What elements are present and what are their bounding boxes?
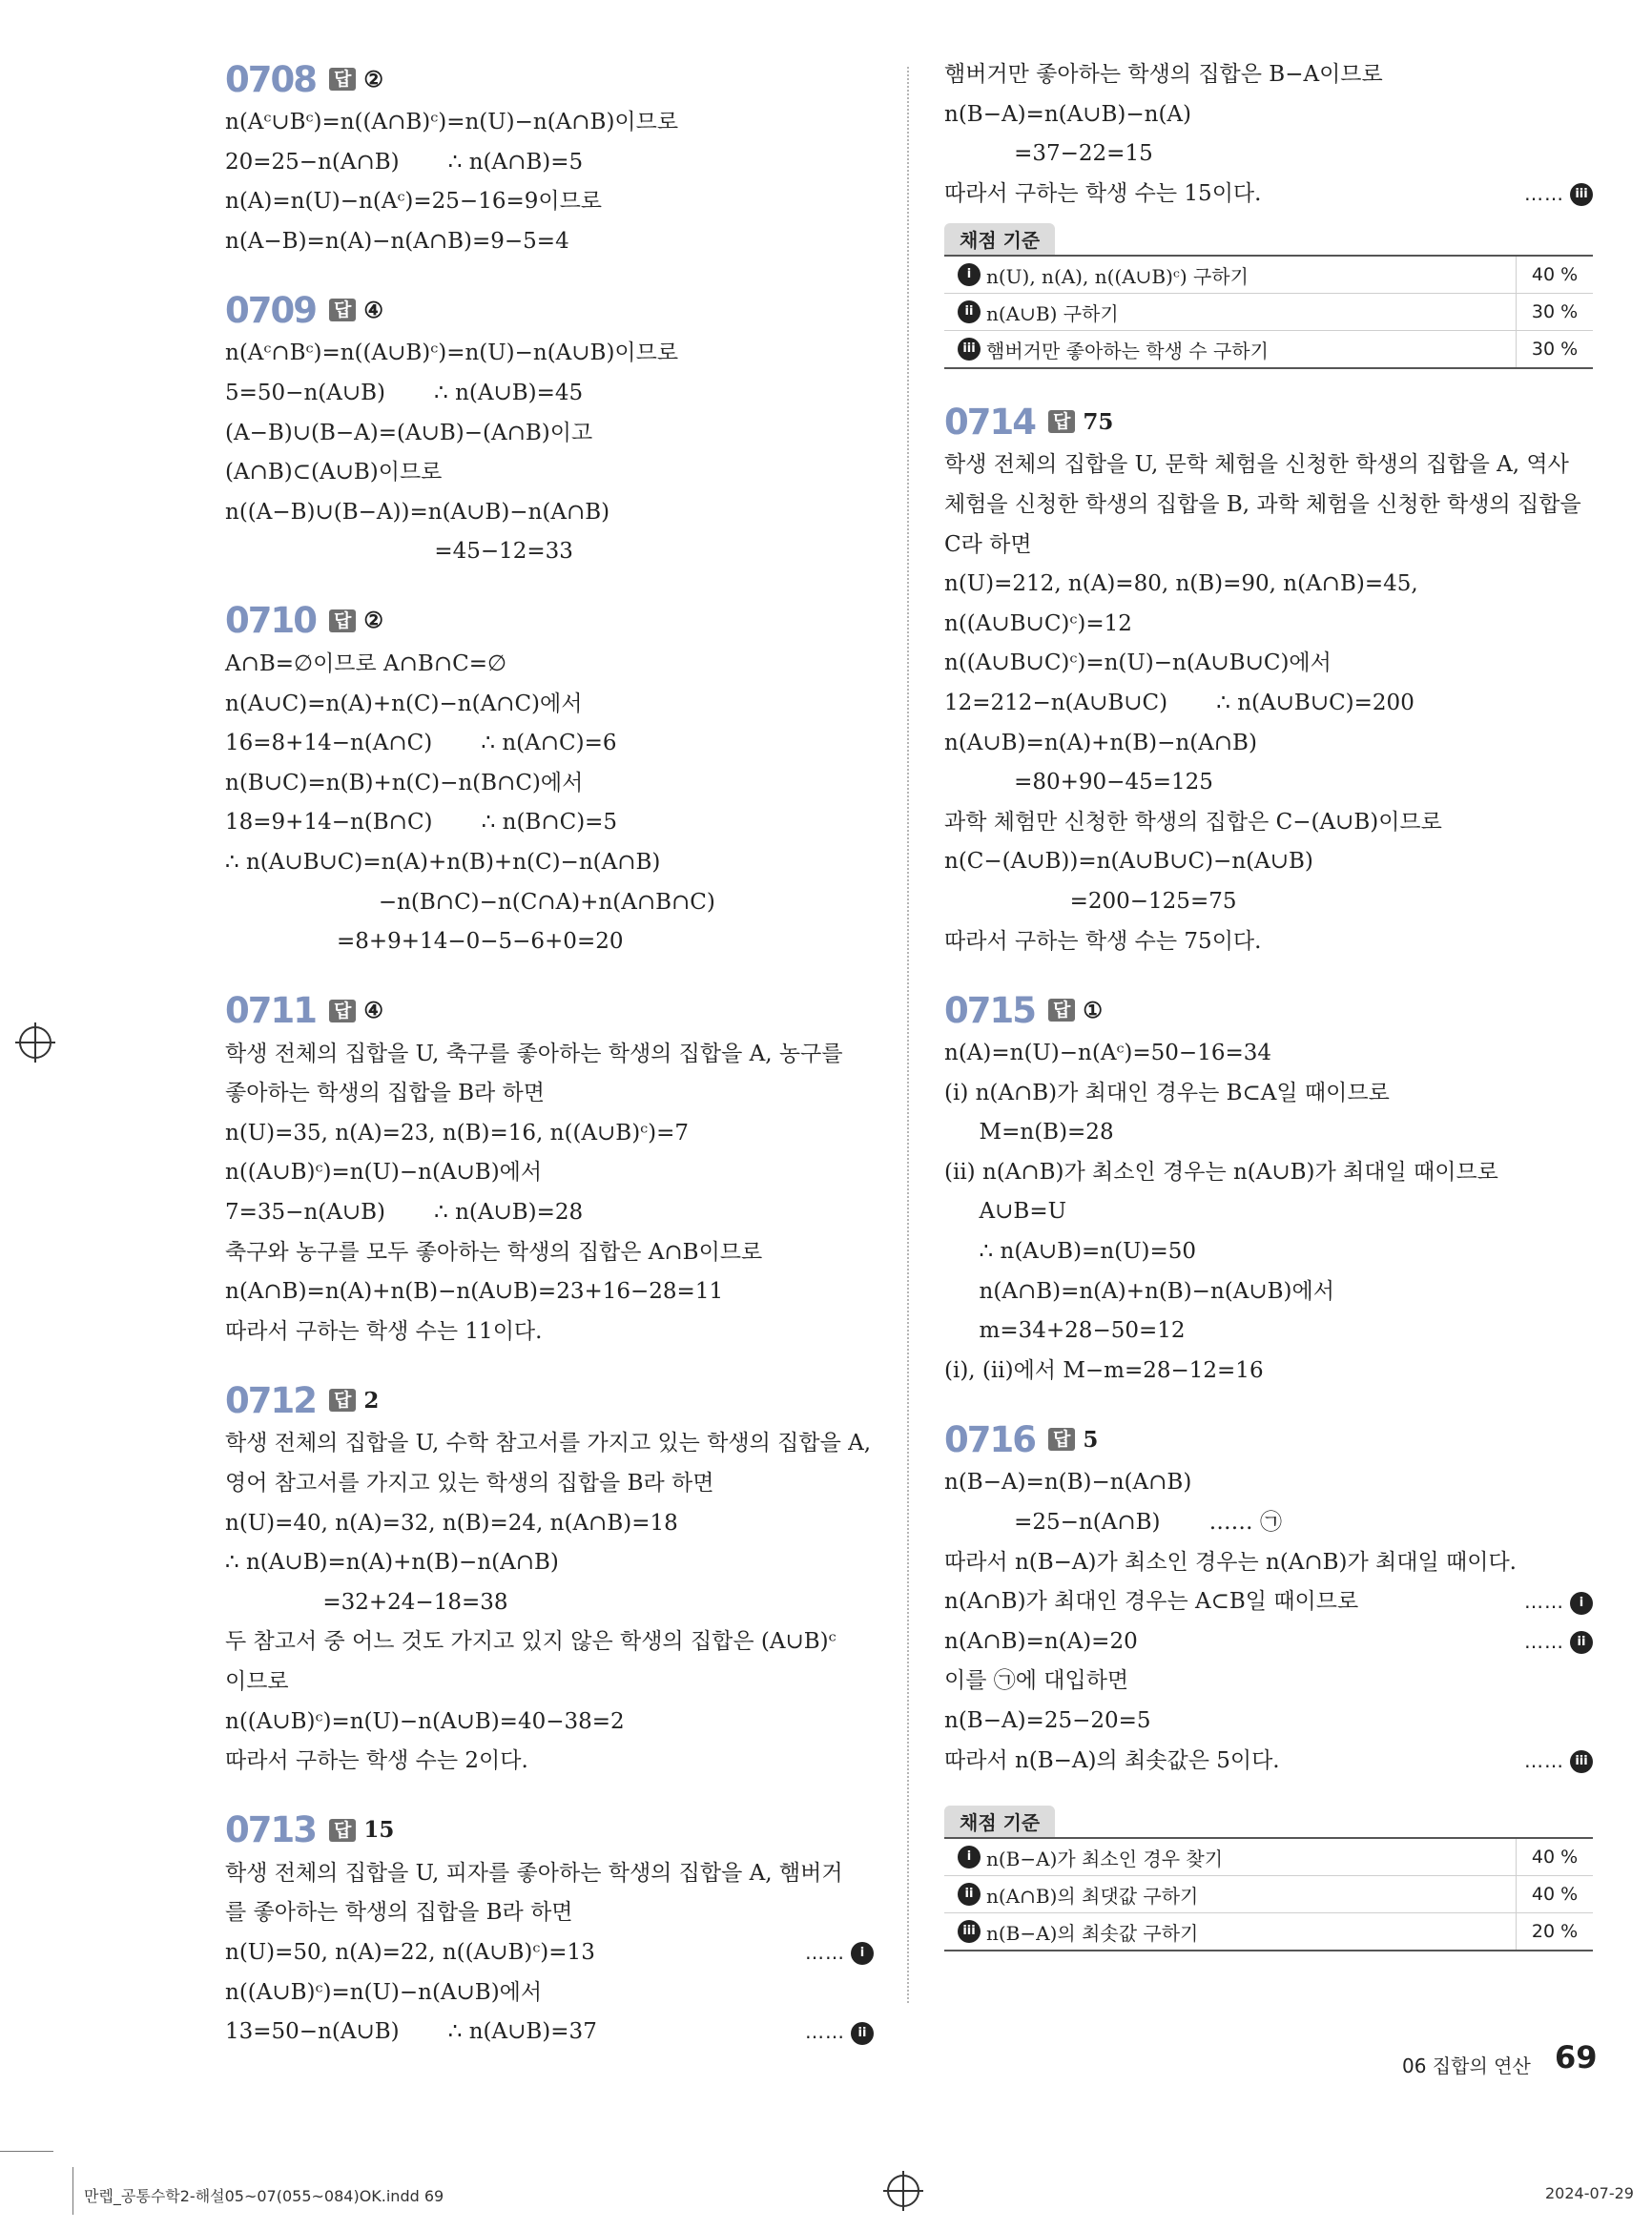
problem-number: 0710 xyxy=(225,600,316,642)
answer-badge: 답 xyxy=(329,299,356,321)
step-dots: …… xyxy=(805,2020,845,2044)
criteria-text-cell xyxy=(944,336,1516,363)
criteria-title: 채점 기준 xyxy=(944,223,1055,255)
solution-line: (A∩B)⊂(A∪B)이므로 xyxy=(225,460,443,485)
step-number-icon: ii xyxy=(851,2022,874,2045)
criteria-row xyxy=(944,1876,1593,1913)
step-dots: …… xyxy=(1524,1590,1564,1614)
problem-header xyxy=(225,1807,874,1854)
solution-line: 13=50−n(A∪B) ∴ n(A∪B)=37 …… ii xyxy=(225,2013,874,2053)
criteria-percent: 20 % xyxy=(1516,1913,1593,1950)
problem-0711 xyxy=(225,987,874,1352)
grading-criteria-0713 xyxy=(944,223,1593,369)
step-number-icon: i xyxy=(851,1942,874,1965)
solution-line: n(B−A)=n(B)−n(A∩B) xyxy=(944,1470,1192,1496)
solution-line: ∴ n(A∪B∪C)=n(A)+n(B)+n(C)−n(A∩B) xyxy=(225,849,661,875)
step-number-icon: i xyxy=(958,263,981,286)
registration-mark-icon xyxy=(887,2175,919,2207)
column-divider xyxy=(907,67,909,2003)
solution-line: 12=212−n(A∪B∪C) ∴ n(A∪B∪C)=200 xyxy=(944,690,1415,715)
problem-0713-continued xyxy=(944,55,1593,214)
solution-line: =80+90−45=125 xyxy=(944,770,1213,795)
solution-line: 를 좋아하는 학생의 집합을 B라 하면 xyxy=(225,1900,573,1926)
problem-header xyxy=(225,597,874,645)
criteria-text-cell xyxy=(944,1881,1516,1909)
solution-line: 과학 체험만 신청한 학생의 집합은 C−(A∪B)이므로 xyxy=(944,809,1442,835)
solution-line: =37−22=15 xyxy=(944,141,1153,167)
answer-badge: 답 xyxy=(1048,999,1075,1022)
problem-0713 xyxy=(225,1807,874,2053)
solution-line: n(Aᶜ∪Bᶜ)=n((A∩B)ᶜ)=n(U)−n(A∩B)이므로 xyxy=(225,110,679,134)
solution-line: n(B−A)=n(A∪B)−n(A) xyxy=(944,101,1191,127)
solution-line: n(C−(A∪B))=n(A∪B∪C)−n(A∪B) xyxy=(944,849,1313,875)
problem-0709 xyxy=(225,286,874,572)
problem-number: 0709 xyxy=(225,289,316,331)
problem-header xyxy=(944,1415,1593,1463)
answer-value: 75 xyxy=(1083,408,1114,435)
problem-0714 xyxy=(944,398,1593,961)
step-number-icon: ii xyxy=(1570,1631,1593,1654)
solution-line: n(A∪C)=n(A)+n(C)−n(A∩C)에서 xyxy=(225,691,583,716)
solution-line: n(A∪B)=n(A)+n(B)−n(A∩B) xyxy=(944,730,1257,755)
answer-value: ④ xyxy=(363,297,383,323)
answer-value: 5 xyxy=(1083,1426,1099,1453)
solution-line: n(A)=n(U)−n(Aᶜ)=50−16=34 xyxy=(944,1041,1272,1066)
solution-line: n(U)=50, n(A)=22, n((A∪B)ᶜ)=13 …… i xyxy=(225,1933,874,1973)
solution-line: 좋아하는 학생의 집합을 B라 하면 xyxy=(225,1081,545,1106)
solution-line: 따라서 구하는 학생 수는 11이다. xyxy=(225,1318,543,1344)
problem-0716 xyxy=(944,1415,1593,1781)
answer-badge: 답 xyxy=(1048,410,1075,433)
criteria-percent: 30 % xyxy=(1516,294,1593,330)
step-number-icon: iii xyxy=(958,1920,981,1943)
step-dots: …… xyxy=(1524,1748,1564,1772)
problem-header xyxy=(225,987,874,1035)
criteria-percent: 40 % xyxy=(1516,257,1593,293)
criteria-text-cell xyxy=(944,1918,1516,1946)
solution-line: n((A∪B)ᶜ)=n(U)−n(A∪B)=40−38=2 xyxy=(225,1708,625,1734)
solution-line: n(U)=35, n(A)=23, n(B)=16, n((A∪B)ᶜ)=7 xyxy=(225,1120,690,1146)
solution-line: 따라서 n(B−A)가 최소인 경우는 n(A∩B)가 최대일 때이다. xyxy=(944,1549,1517,1575)
solution-line: 따라서 n(B−A)의 최솟값은 5이다. …… iii xyxy=(944,1742,1593,1782)
answer-badge: 답 xyxy=(329,1000,356,1022)
criteria-row xyxy=(944,1913,1593,1950)
solution-line: n((A−B)∪(B−A))=n(A∪B)−n(A∩B) xyxy=(225,499,610,525)
solution-line: 16=8+14−n(A∩C) ∴ n(A∩C)=6 xyxy=(225,731,617,756)
answer-value: ① xyxy=(1083,997,1103,1023)
solution-line: =200−125=75 xyxy=(944,888,1237,914)
print-slug-date: 2024-07-29 xyxy=(1545,2184,1634,2202)
criteria-text: 햄버거만 좋아하는 학생 수 구하기 xyxy=(986,339,1269,362)
solution-line: 따라서 구하는 학생 수는 2이다. xyxy=(225,1748,528,1774)
solution-line: n(A∩B)=n(A)+n(B)−n(A∪B)=23+16−28=11 xyxy=(225,1279,724,1305)
solution-line: =32+24−18=38 xyxy=(225,1589,508,1615)
solution-line: 학생 전체의 집합을 U, 피자를 좋아하는 학생의 집합을 A, 햄버거 xyxy=(225,1860,843,1886)
problem-number: 0715 xyxy=(944,989,1035,1031)
criteria-row xyxy=(944,294,1593,331)
problem-header xyxy=(225,1376,874,1424)
answer-badge: 답 xyxy=(329,68,356,91)
criteria-text-cell xyxy=(944,1844,1516,1871)
solution-line: A∩B=∅이므로 A∩B∩C=∅ xyxy=(225,650,507,676)
right-problems xyxy=(944,398,1593,1781)
criteria-text-cell xyxy=(944,299,1516,326)
problem-number: 0711 xyxy=(225,990,316,1032)
criteria-percent: 30 % xyxy=(1516,331,1593,367)
solution-line: 축구와 농구를 모두 좋아하는 학생의 집합은 A∩B이므로 xyxy=(225,1239,763,1265)
step-marker xyxy=(805,1933,874,1973)
solution-line: 이를 ㉠에 대입하면 xyxy=(944,1668,1129,1694)
solution-line: =45−12=33 xyxy=(225,539,573,565)
criteria-percent: 40 % xyxy=(1516,1839,1593,1875)
step-dots: …… xyxy=(1524,181,1564,205)
solution-line: M=n(B)=28 xyxy=(944,1120,1114,1146)
criteria-text: n(B−A)의 최솟값 구하기 xyxy=(986,1921,1199,1945)
problem-number: 0713 xyxy=(225,1809,316,1851)
step-number-icon: ii xyxy=(958,300,981,323)
solution-line: 따라서 구하는 학생 수는 75이다. xyxy=(944,928,1262,954)
solution-line: 7=35−n(A∪B) ∴ n(A∪B)=28 xyxy=(225,1200,584,1226)
solution-line: n(A∩B)가 최대인 경우는 A⊂B일 때이므로 xyxy=(944,1589,1359,1615)
solution-line: 따라서 구하는 학생 수는 15이다. …… iii xyxy=(944,175,1593,215)
answer-badge: 답 xyxy=(1048,1428,1075,1451)
problem-0708 xyxy=(225,55,874,261)
solution-line: (ⅰ) n(A∩B)가 최대인 경우는 B⊂A일 때이므로 xyxy=(944,1080,1390,1105)
solution-line: n((A∪B)ᶜ)=n(U)−n(A∪B)에서 xyxy=(225,1979,543,2005)
solution-line: n(U)=40, n(A)=32, n(B)=24, n(A∩B)=18 xyxy=(225,1510,678,1536)
solution-line: −n(B∩C)−n(C∩A)+n(A∩B∩C) xyxy=(225,889,715,915)
crop-mark xyxy=(72,2167,73,2215)
answer-value: 2 xyxy=(363,1387,380,1414)
solution-line: 영어 참고서를 가지고 있는 학생의 집합을 B라 하면 xyxy=(225,1471,714,1497)
criteria-table xyxy=(944,1837,1593,1951)
solution-line: 학생 전체의 집합을 U, 수학 참고서를 가지고 있는 학생의 집합을 A, xyxy=(225,1431,872,1456)
criteria-row xyxy=(944,1839,1593,1876)
solution-line: 학생 전체의 집합을 U, 문학 체험을 신청한 학생의 집합을 A, 역사 xyxy=(944,452,1569,478)
answer-value: ② xyxy=(363,608,383,634)
solution-line: n(B∪C)=n(B)+n(C)−n(B∩C)에서 xyxy=(225,770,584,795)
solution-line: n(Aᶜ∩Bᶜ)=n((A∪B)ᶜ)=n(U)−n(A∪B)이므로 xyxy=(225,341,679,366)
solution-line: n(A−B)=n(A)−n(A∩B)=9−5=4 xyxy=(225,228,569,254)
solution-line: 햄버거만 좋아하는 학생의 집합은 B−A이므로 xyxy=(944,62,1383,87)
page-number: 69 xyxy=(1555,2039,1598,2075)
solution-line: A∪B=U xyxy=(944,1199,1066,1225)
solution-line: n((A∪B∪C)ᶜ)=n(U)−n(A∪B∪C)에서 xyxy=(944,650,1332,676)
problem-header xyxy=(225,286,874,334)
chapter-label: 06 집합의 연산 xyxy=(1402,2054,1531,2077)
solution-line: =25−n(A∩B) …… ㉠ xyxy=(944,1510,1282,1536)
answer-badge: 답 xyxy=(329,1819,356,1842)
problem-number: 0716 xyxy=(944,1418,1035,1460)
step-dots: …… xyxy=(805,1940,845,1964)
step-number-icon: iii xyxy=(1570,183,1593,206)
step-marker xyxy=(1524,175,1593,215)
solution-line: (ⅱ) n(A∩B)가 최소인 경우는 n(A∪B)가 최대일 때이므로 xyxy=(944,1159,1498,1185)
solution-line: n(A)=n(U)−n(Aᶜ)=25−16=9이므로 xyxy=(225,189,603,215)
criteria-title: 채점 기준 xyxy=(944,1806,1055,1837)
solution-line: m=34+28−50=12 xyxy=(944,1318,1186,1344)
criteria-text: n(B−A)가 최소인 경우 찾기 xyxy=(986,1847,1224,1870)
problem-header xyxy=(944,986,1593,1034)
registration-mark-icon xyxy=(19,1026,52,1059)
solution-line: 체험을 신청한 학생의 집합을 B, 과학 체험을 신청한 학생의 집합을 xyxy=(944,491,1581,517)
right-column xyxy=(944,55,1593,1980)
answer-value: ② xyxy=(363,66,383,93)
solution-line: 18=9+14−n(B∩C) ∴ n(B∩C)=5 xyxy=(225,810,618,836)
solution-line: (ⅰ), (ⅱ)에서 M−m=28−12=16 xyxy=(944,1357,1264,1383)
solution-line: 이므로 xyxy=(225,1669,289,1694)
solution-line: ∴ n(A∪B)=n(U)=50 xyxy=(944,1239,1196,1265)
left-column xyxy=(225,55,874,2077)
step-dots: …… xyxy=(1524,1629,1564,1653)
step-number-icon: iii xyxy=(1570,1750,1593,1773)
solution-line: ∴ n(A∪B)=n(A)+n(B)−n(A∩B) xyxy=(225,1550,559,1576)
step-marker xyxy=(1524,1622,1593,1662)
solution-line: 20=25−n(A∩B) ∴ n(A∩B)=5 xyxy=(225,149,584,175)
solution-line: n(U)=212, n(A)=80, n(B)=90, n(A∩B)=45, xyxy=(944,571,1418,597)
criteria-text-cell xyxy=(944,261,1516,289)
problem-number: 0712 xyxy=(225,1379,316,1421)
solution-line: n(A∩B)=n(A)+n(B)−n(A∪B)에서 xyxy=(944,1278,1334,1304)
answer-badge: 답 xyxy=(329,1389,356,1412)
criteria-text: n(U), n(A), n((A∪B)ᶜ) 구하기 xyxy=(986,264,1249,288)
step-marker xyxy=(805,2013,874,2053)
criteria-row xyxy=(944,257,1593,294)
solution-line: n(B−A)=25−20=5 xyxy=(944,1708,1151,1733)
criteria-row xyxy=(944,331,1593,367)
grading-criteria-0716 xyxy=(944,1806,1593,1951)
criteria-table xyxy=(944,255,1593,369)
step-number-icon: i xyxy=(1570,1592,1593,1615)
problem-header xyxy=(944,398,1593,445)
problem-header xyxy=(225,55,874,103)
solution-line: C라 하면 xyxy=(944,531,1032,557)
solution-line: 학생 전체의 집합을 U, 축구를 좋아하는 학생의 집합을 A, 농구를 xyxy=(225,1041,843,1066)
answer-badge: 답 xyxy=(329,609,356,632)
problem-0712 xyxy=(225,1376,874,1781)
criteria-text: n(A∩B)의 최댓값 구하기 xyxy=(986,1884,1199,1908)
step-number-icon: iii xyxy=(958,338,981,361)
step-number-icon: ii xyxy=(958,1883,981,1906)
criteria-percent: 40 % xyxy=(1516,1876,1593,1912)
criteria-text: n(A∪B) 구하기 xyxy=(986,301,1119,325)
solution-line: n((A∪B∪C)ᶜ)=12 xyxy=(944,610,1132,636)
solution-line: 5=50−n(A∪B) ∴ n(A∪B)=45 xyxy=(225,380,584,405)
answer-value: ④ xyxy=(363,998,383,1024)
step-marker xyxy=(1524,1742,1593,1782)
problem-0710 xyxy=(225,597,874,962)
answer-value: 15 xyxy=(363,1817,395,1844)
solution-line: (A−B)∪(B−A)=(A∪B)−(A∩B)이고 xyxy=(225,420,593,445)
solution-line: n(A∩B)=n(A)=20 …… ii xyxy=(944,1622,1593,1662)
solution-line: 두 참고서 중 어느 것도 가지고 있지 않은 학생의 집합은 (A∪B)ᶜ xyxy=(225,1629,836,1655)
problem-0715 xyxy=(944,986,1593,1391)
solution-line: n((A∪B)ᶜ)=n(U)−n(A∪B)에서 xyxy=(225,1160,543,1186)
solution-line: =8+9+14−0−5−6+0=20 xyxy=(225,929,624,955)
problem-number: 0714 xyxy=(944,401,1035,443)
problem-number: 0708 xyxy=(225,58,316,100)
step-number-icon: i xyxy=(958,1846,981,1869)
print-slug-file: 만렙_공통수학2-해설05~07(055~084)OK.indd 69 xyxy=(84,2187,444,2205)
crop-mark xyxy=(0,2151,53,2152)
